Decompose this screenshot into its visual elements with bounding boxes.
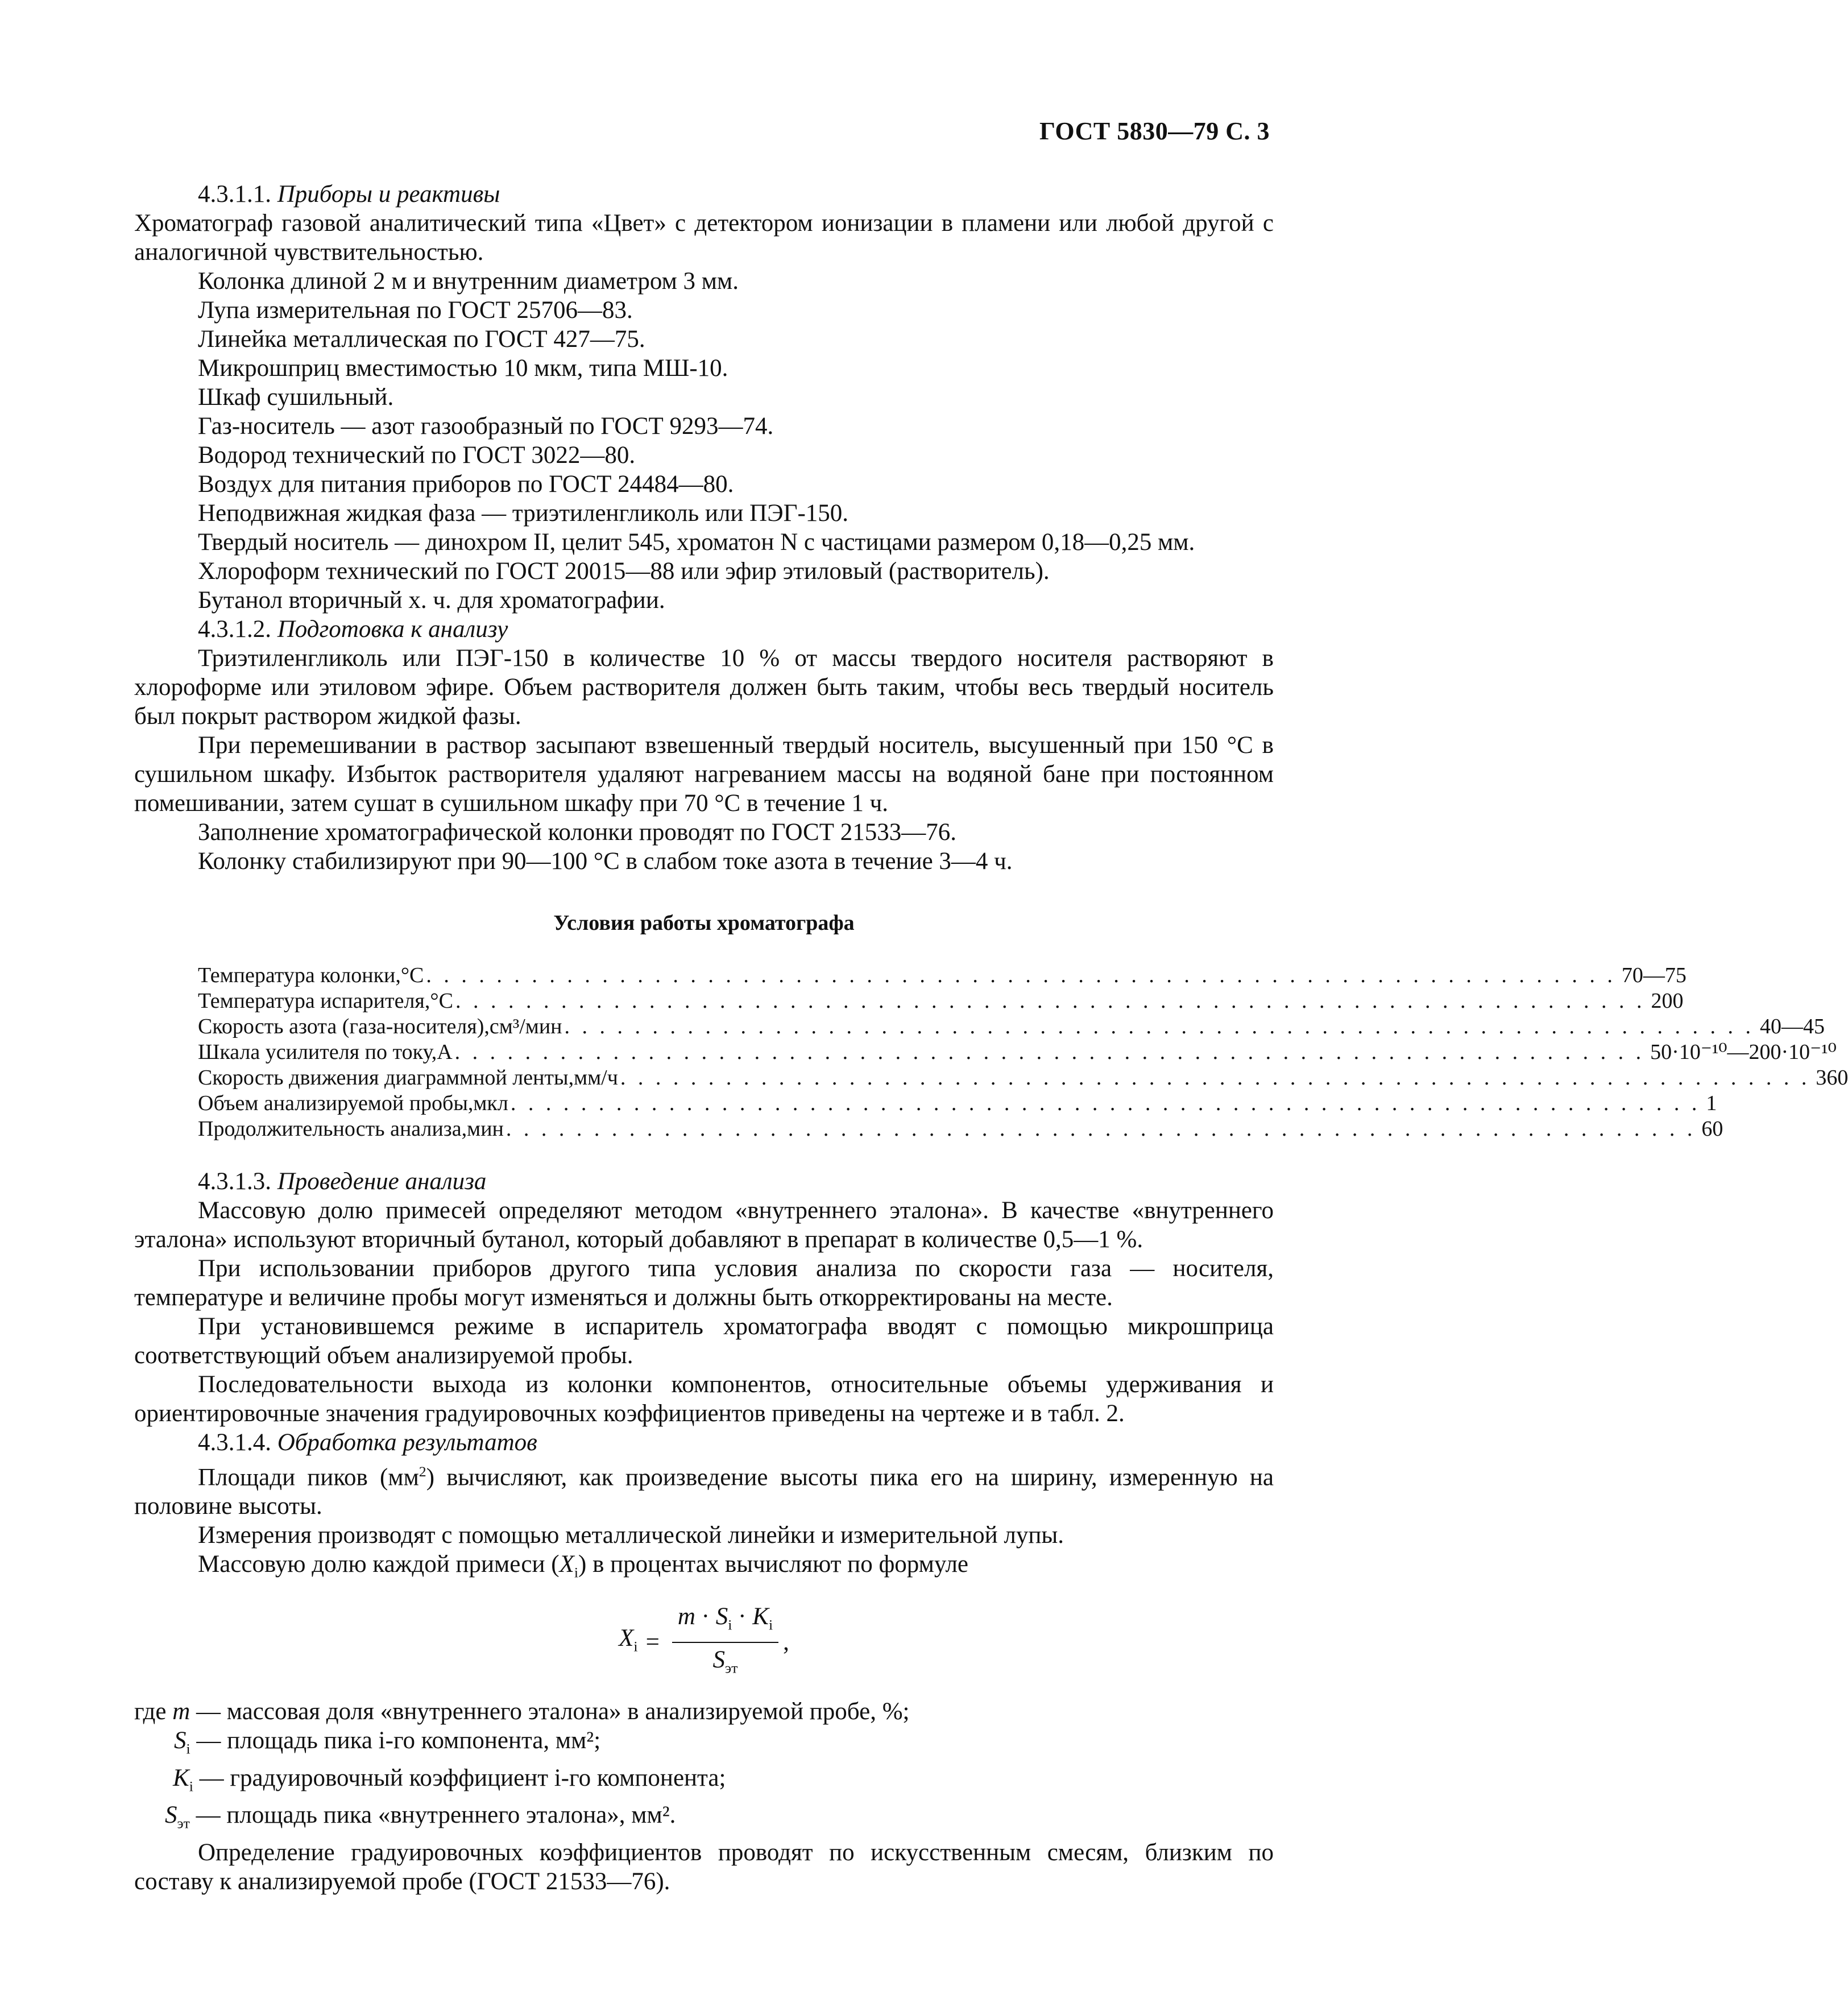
spacer [134,1142,1274,1167]
paragraph: Заполнение хроматографической колонки проводят по ГОСТ 21533—76. [198,819,956,846]
variable: S [174,1727,187,1754]
leader-dots: . . . . . . . . . . . . . . . . . . . . . . . . . . . . . . . . . . . . . . . . . . . . . . . . . . . . . . . . . . . . . . . . . . . . [454,1040,1645,1064]
condition-label: Объем анализируемой пробы,мкл [198,1091,508,1115]
leader-dots: . . . . . . . . . . . . . . . . . . . . . . . . . . . . . . . . . . . . . . . . . . . . . . . . . . . . . . . . . . . . . . . . . . . . [505,1117,1696,1141]
leader-dots: . . . . . . . . . . . . . . . . . . . . . . . . . . . . . . . . . . . . . . . . . . . . . . . . . . . . . . . . . . . . . . . . . . . . [455,989,1646,1013]
leader-dots: . . . . . . . . . . . . . . . . . . . . . . . . . . . . . . . . . . . . . . . . . . . . . . . . . . . . . . . . . . . . . . . . . . . . [510,1091,1701,1115]
paragraph: Массовую долю примесей определяют методом «внутреннего эталона». В качестве «внутреннего эталона» используют вторичный бутанол, который добавляют в препарат в количестве 0,5—1 %. [134,1197,1274,1253]
subscript: i [728,1616,732,1633]
paragraph: Последовательности выхода из колонки компонентов, относительные объемы удерживания и ориентировочные значения градуировочных коэффициентов приведены на чертеже и в табл. 2. [134,1371,1274,1427]
condition-label: Скорость движения диаграммной ленты,мм/ч [198,1066,618,1090]
operator: · [738,1603,747,1630]
section-title: Обработка результатов [277,1429,537,1456]
condition-value: 1 [1706,1091,1717,1115]
section-number: 4.3.1.2. [198,616,271,643]
paragraph: При перемешивании в раствор засыпают взвешенный твердый носитель, высушенный при 150 °С в сушильном шкафу. Избыток растворителя удаляют нагреванием массы на водяной бане при постоянном помешивании, затем сушат в сушильном шкафу при 70 °С в течение 1 ч. [134,732,1274,817]
paragraph: При использовании приборов другого типа условия анализа по скорости газа — носителя, температуре и величине пробы могут изменяться и должны быть откорректированы на месте. [134,1255,1274,1311]
equals-sign: = [645,1629,660,1656]
variable: S [715,1603,728,1630]
condition-label: Температура испарителя,°С [198,989,453,1013]
subscript: i [768,1616,773,1633]
subscript: эт [725,1659,738,1677]
section-title: Подготовка к анализу [277,616,508,643]
page-content [134,180,1848,1896]
operator: · [701,1603,710,1630]
page-header: ГОСТ 5830—79 С. 3 [1039,117,1270,145]
subscript: эт [177,1815,190,1832]
list-item: Линейка металлическая по ГОСТ 427—75. [198,326,645,353]
variable: m [677,1603,695,1630]
paragraph: Колонку стабилизируют при 90—100 °С в слабом токе азота в течение 3—4 ч. [198,848,1013,875]
condition-label: Скорость азота (газа-носителя),см³/мин [198,1015,562,1038]
superscript: 2 [419,1463,426,1480]
leader-dots: . . . . . . . . . . . . . . . . . . . . . . . . . . . . . . . . . . . . . . . . . . . . . . . . . . . . . . . . . . . . . . . . . . . . [620,1066,1810,1090]
formula-lhs [619,1624,637,1661]
variable: K [173,1764,189,1791]
paragraph: Триэтиленгликоль или ПЭГ-150 в количестве 10 % от массы твердого носителя растворяют в хлороформе или этиловом эфире. Объем растворителя должен быть таким, чтобы весь твердый носитель был покрыт раствором жидкой фазы. [134,645,1274,730]
section-number: 4.3.1.1. [198,181,271,208]
where-row [134,1801,1274,1838]
subscript: i [633,1638,638,1655]
list-item: Воздух для питания приборов по ГОСТ 24484—80. [198,471,734,498]
list-item: Колонка длиной 2 м и внутренним диаметром 3 мм. [198,268,739,295]
subscript: i [574,1564,579,1581]
where-text: — градуировочный коэффициент i-го компонента; [193,1764,726,1791]
condition-label: Продолжительность анализа,мин [198,1117,504,1141]
where-row [134,1697,1274,1726]
paragraph: Хроматограф газовой аналитический типа «Цвет» с детектором ионизации в пламени или любой другой с аналогичной чувствительностью. [134,210,1274,266]
condition-label: Шкала усилителя по току,А [198,1040,453,1064]
variable: S [712,1646,726,1673]
numerator [672,1602,778,1643]
conditions-title: Условия работы хроматографа [553,911,855,935]
list-item: Бутанол вторичный х. ч. для хроматографии. [198,587,665,614]
paragraph: При установившемся режиме в испаритель хроматографа вводят с помощью микрошприца соответствующий объем анализируемой пробы. [134,1313,1274,1369]
variable: K [752,1603,769,1630]
list-item: Хлороформ технический по ГОСТ 20015—88 или эфир этиловый (растворитель). [198,558,1050,585]
text-run: Площади пиков (мм [198,1464,419,1491]
condition-value: 60 [1701,1117,1723,1141]
condition-row [198,988,1684,1014]
condition-value: 40—45 [1760,1015,1825,1038]
variable: X [619,1624,634,1652]
condition-row [198,963,1687,988]
condition-row [198,1040,1837,1065]
condition-row [198,1065,1848,1091]
section-heading-4314 [134,1428,1274,1457]
condition-value: 50·10⁻¹⁰—200·10⁻¹⁰ [1650,1040,1837,1064]
paragraph: Измерения производят с помощью металлической линейки и измерительной лупы. [198,1522,1064,1549]
section-heading-4313 [134,1167,1274,1196]
condition-row [198,1091,1717,1116]
paragraph [134,1550,1274,1587]
where-text: — площадь пика i-го компонента, мм²; [190,1727,601,1754]
condition-label: Температура колонки,°С [198,963,424,987]
section-title: Приборы и реактивы [277,181,500,208]
list-item: Шкаф сушильный. [198,384,394,411]
where-row [134,1726,1274,1764]
section-title: Проведение анализа [277,1168,487,1195]
where-prefix: где [134,1698,173,1725]
list-item: Водород технический по ГОСТ 3022—80. [198,442,636,469]
section-heading-4312 [134,615,1274,644]
where-text: — массовая доля «внутреннего эталона» в анализируемой пробе, %; [190,1698,910,1725]
text-run: ) в процентах вычисляют по формуле [578,1551,969,1578]
fraction [672,1602,778,1682]
denominator [713,1643,738,1683]
condition-value: 360 [1816,1066,1848,1090]
condition-value: 70—75 [1621,963,1687,987]
paragraph: Определение градуировочных коэффициентов проводят по искусственным смесям, близким по составу к анализируемой пробе (ГОСТ 21533—76). [134,1839,1274,1895]
text-run: Массовую долю каждой примеси ( [198,1551,560,1578]
variable: X [559,1551,574,1578]
section-number: 4.3.1.3. [198,1168,271,1195]
formula [134,1602,1274,1682]
leader-dots: . . . . . . . . . . . . . . . . . . . . . . . . . . . . . . . . . . . . . . . . . . . . . . . . . . . . . . . . . . . . . . . . . . . . [426,963,1616,987]
condition-value: 200 [1651,989,1684,1013]
list-item: Лупа измерительная по ГОСТ 25706—83. [198,297,633,324]
section-number: 4.3.1.4. [198,1429,271,1456]
list-item: Газ-носитель — азот газообразный по ГОСТ 9293—74. [198,413,774,440]
subscript: i [189,1778,193,1795]
variable: m [172,1698,190,1725]
text-run: ) вычисляют, как произведение высоты пика его на ширину, измеренную на половине высоты. [134,1464,1274,1520]
where-row [134,1764,1274,1801]
list-item: Твердый носитель — динохром II, целит 545, хроматон N с частицами размером 0,18—0,25 мм. [198,529,1195,556]
list-item: Неподвижная жидкая фаза — триэтиленгликоль или ПЭГ-150. [198,500,849,527]
where-text: — площадь пика «внутреннего эталона», мм². [189,1802,676,1829]
conditions-table [198,963,1848,1142]
list-item: Микрошприц вместимостью 10 мкм, типа МШ-10. [198,355,728,382]
paragraph [134,1457,1274,1521]
formula-comma: , [783,1629,789,1656]
condition-row [198,1116,1723,1142]
variable: S [165,1802,177,1829]
subscript: i [186,1740,190,1757]
leader-dots: . . . . . . . . . . . . . . . . . . . . . . . . . . . . . . . . . . . . . . . . . . . . . . . . . . . . . . . . . . . . . . . . . . . . [564,1015,1754,1038]
condition-row [198,1014,1825,1040]
section-heading-4311 [134,180,1274,209]
